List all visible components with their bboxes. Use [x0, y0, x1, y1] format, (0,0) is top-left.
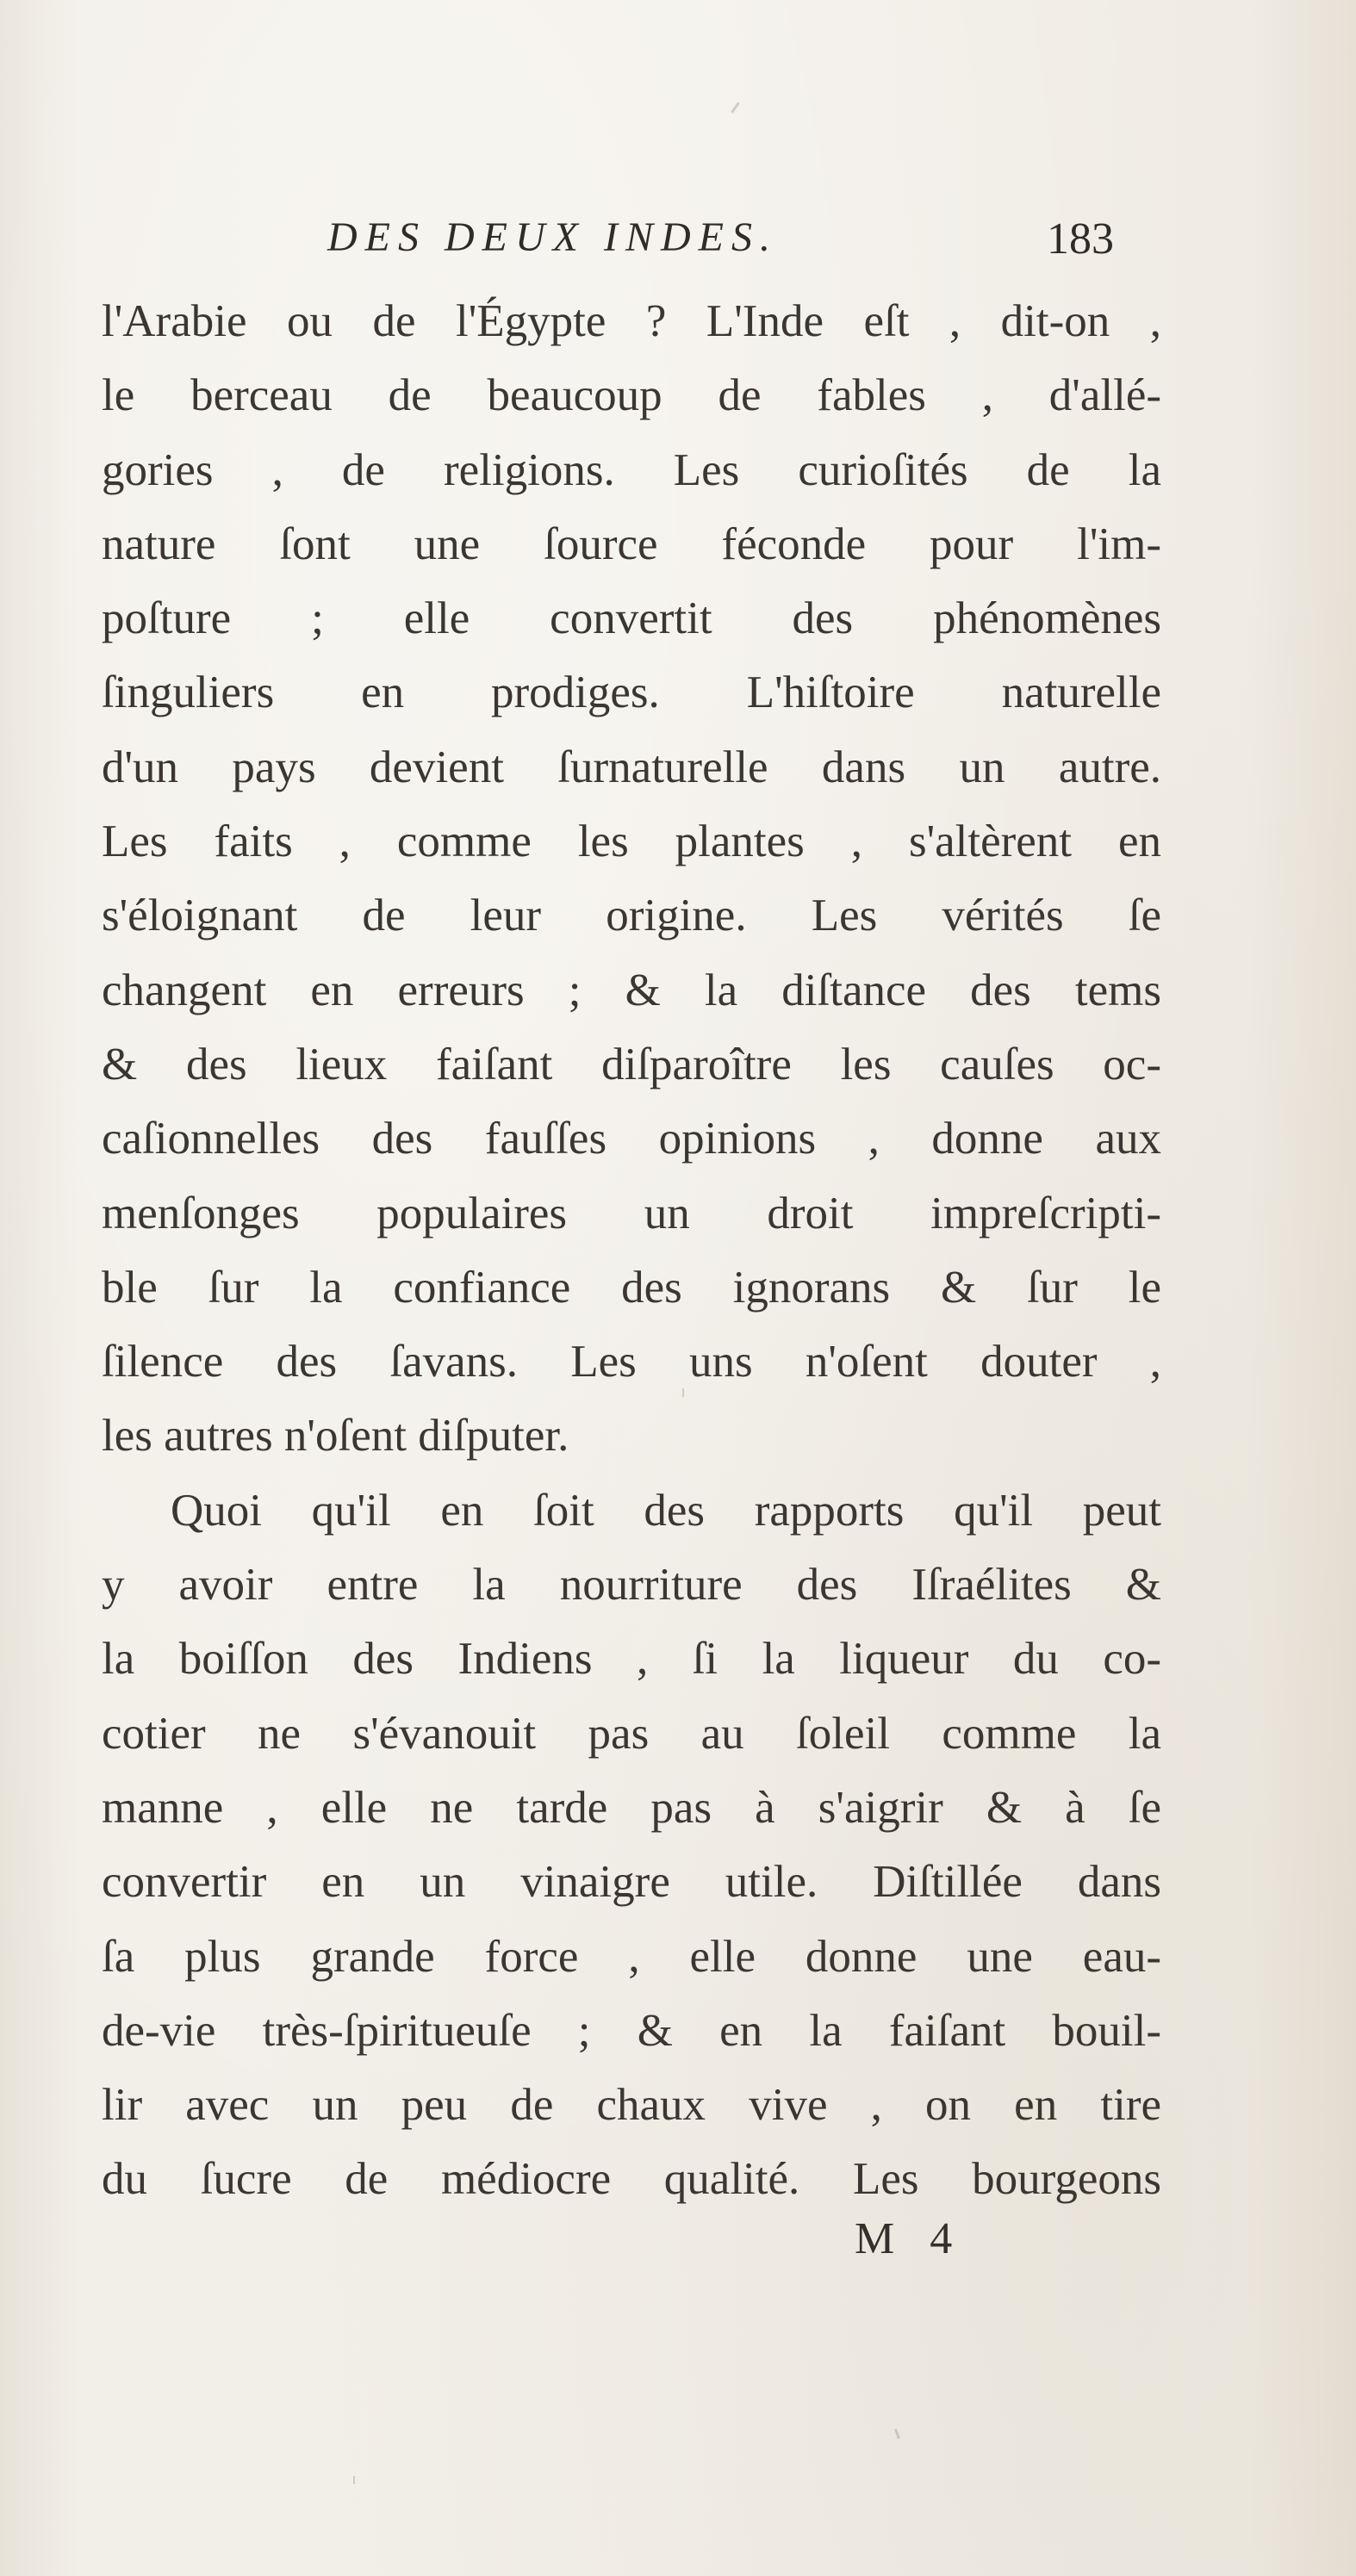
text-line: ſinguliers en prodiges. L'hiſtoire naturelle — [102, 667, 1161, 718]
text-line: menſonges populaires un droit impreſcripti- — [102, 1188, 1161, 1238]
page-number: 183 — [1047, 214, 1114, 264]
text-line: Les faits , comme les plantes , s'altèrent en — [102, 816, 1161, 867]
text-line: manne , elle ne tarde pas à s'aigrir & à ſe — [102, 1782, 1161, 1833]
text-line: lir avec un peu de chaux vive , on en tire — [102, 2080, 1161, 2131]
text-line: & des lieux faiſant diſparoître les cauſes oc- — [102, 1039, 1161, 1089]
text-line: changent en erreurs ; & la diſtance des tems — [102, 965, 1161, 1015]
text-line: s'éloignant de leur origine. Les vérités ſe — [102, 891, 1161, 941]
text-line: l'Arabie ou de l'Égypte ? L'Inde eſt , dit-on , — [102, 296, 1161, 346]
text-line: convertir en un vinaigre utile. Diſtillée dans — [102, 1857, 1161, 1908]
running-title: DES DEUX INDES. — [327, 214, 778, 260]
text-line: poſture ; elle convertit des phénomènes — [102, 593, 1161, 644]
text-line: y avoir entre la nourriture des Iſraélites & — [102, 1560, 1161, 1611]
body-text — [102, 284, 1161, 2217]
text-line: du ſucre de médiocre qualité. Les bourgeons — [102, 2154, 1161, 2205]
text-line: gories , de religions. Les curioſités de la — [102, 444, 1161, 495]
text-line: ſa plus grande force , elle donne une eau- — [102, 1931, 1161, 1982]
text-line: nature ſont une ſource féconde pour l'im- — [102, 518, 1161, 569]
text-line: de-vie très-ſpiritueuſe ; & en la faiſant bouil- — [102, 2005, 1161, 2056]
paper-speck — [894, 2429, 900, 2439]
text-line: caſionnelles des fauſſes opinions , donne aux — [102, 1114, 1161, 1164]
text-line: Quoi qu'il en ſoit des rapports qu'il peut — [171, 1485, 1161, 1536]
text-line: ble ſur la confiance des ignorans & ſur le — [102, 1262, 1161, 1313]
paper-speck — [731, 102, 739, 113]
paragraph-2 — [102, 1474, 1161, 2217]
text-line: le berceau de beaucoup de fables , d'allé- — [102, 370, 1161, 421]
text-line: d'un pays devient ſurnaturelle dans un autre. — [102, 742, 1161, 792]
text-line: ſilence des ſavans. Les uns n'oſent douter , — [102, 1337, 1161, 1387]
paragraph-1 — [102, 284, 1161, 1474]
text-line: cotier ne s'évanouit pas au ſoleil comme la — [102, 1708, 1161, 1759]
signature-mark: M 4 — [855, 2214, 965, 2263]
paper-speck — [353, 2476, 355, 2484]
text-line: les autres n'oſent diſputer. — [102, 1411, 569, 1462]
page-header — [0, 214, 1356, 282]
text-line: la boiſſon des Indiens , ſi la liqueur du co- — [102, 1634, 1161, 1685]
